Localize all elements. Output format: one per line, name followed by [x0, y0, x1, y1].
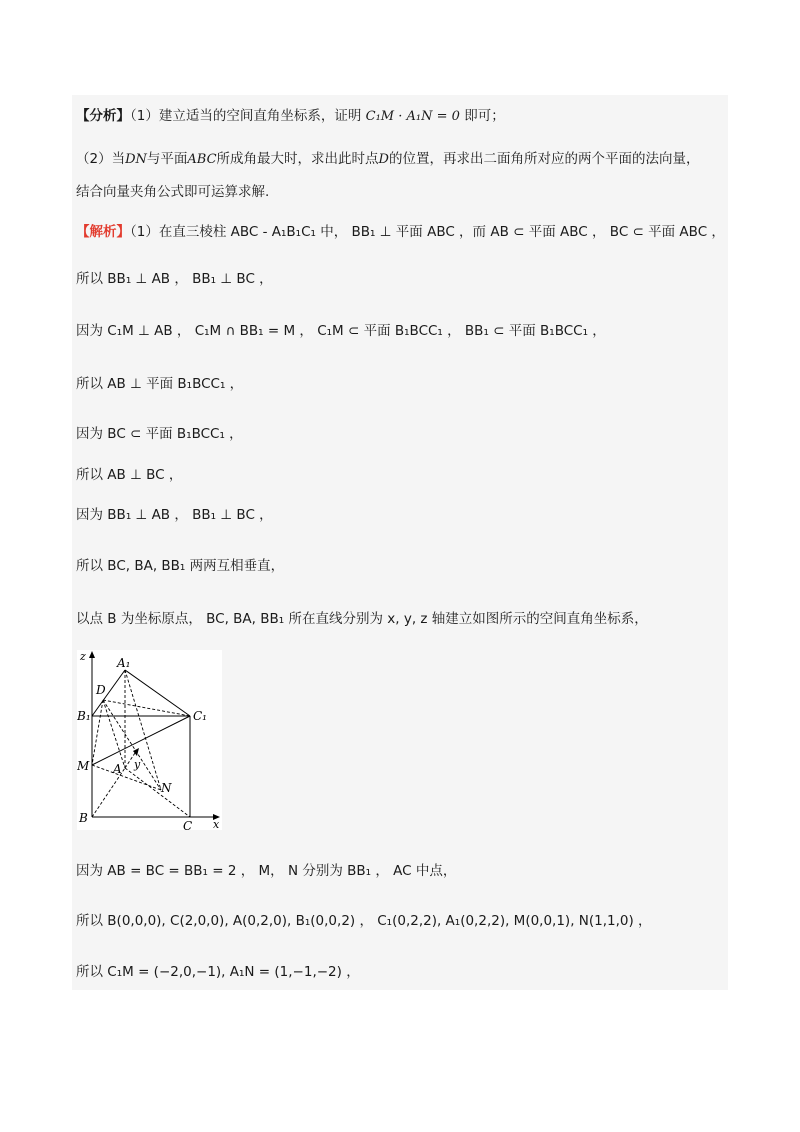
solution-line-1: 【解析】（1）在直三棱柱 ABC - A₁B₁C₁ 中， BB₁ ⊥ 平面 ABC ，而 AB ⊂ 平面 ABC ， BC ⊂ 平面 ABC ，	[76, 224, 725, 240]
vector-expression: C₁M · A₁N = 0	[365, 109, 460, 124]
analysis-label: 【分析】	[76, 108, 130, 124]
label-a: A	[113, 762, 122, 776]
hidden-edges	[92, 670, 190, 817]
solution-line-6: 所以 AB ⊥ BC ，	[76, 467, 183, 483]
analysis-line-1: 【分析】（1）建立适当的空间直角坐标系，证明 C₁M · A₁N = 0 即可；	[76, 108, 505, 124]
coordinate-figure	[77, 650, 222, 830]
solution-line-8: 所以 BC, BA, BB₁ 两两互相垂直，	[76, 558, 285, 574]
solution-line-9: 以点 B 为坐标原点， BC, BA, BB₁ 所在直线分别为 x, y, z 轴建立如图所示的空间直角坐标系，	[76, 611, 648, 627]
label-x: x	[213, 818, 220, 830]
analysis-line-3: 结合向量夹角公式即可运算求解.	[76, 184, 270, 200]
label-c1: C₁	[193, 709, 207, 723]
z-axis-arrow	[89, 651, 95, 658]
solution-line-4: 所以 AB ⊥ 平面 B₁BCC₁ ，	[76, 376, 244, 392]
label-a1: A₁	[117, 656, 131, 670]
solution-line-10: 因为 AB = BC = BB₁ = 2 ， M， N 分别为 BB₁ ， AC 中点，	[76, 863, 457, 879]
label-c: C	[183, 819, 193, 830]
solution-label: 【解析】	[76, 224, 130, 240]
prism-diagram	[77, 650, 222, 830]
solution-line-3: 因为 C₁M ⊥ AB ， C₁M ∩ BB₁ = M ， C₁M ⊂ 平面 B₁BCC₁ ， BB₁ ⊂ 平面 B₁BCC₁ ，	[76, 323, 606, 339]
label-b1: B₁	[77, 709, 91, 723]
solution-line-7: 因为 BB₁ ⊥ AB ， BB₁ ⊥ BC ，	[76, 507, 273, 523]
label-d: D	[96, 683, 106, 697]
analysis-line-2: （2）当DN与平面ABC所成角最大时，求出此时点D的位置，再求出二面角所对应的两个平面的法向量，	[76, 151, 700, 167]
edge-a1c1	[125, 670, 190, 716]
solution-line-5: 因为 BC ⊂ 平面 B₁BCC₁ ，	[76, 426, 243, 442]
label-m: M	[77, 759, 90, 773]
label-y: y	[134, 758, 141, 771]
label-b: B	[79, 811, 88, 825]
label-z: z	[80, 650, 86, 663]
solution-line-11: 所以 B(0,0,0), C(2,0,0), A(0,2,0), B₁(0,0,2) ， C₁(0,2,2), A₁(0,2,2), M(0,0,1), N(1,1,0) ，	[76, 913, 652, 929]
label-n: N	[161, 781, 172, 795]
solution-line-2: 所以 BB₁ ⊥ AB ， BB₁ ⊥ BC ，	[76, 271, 273, 287]
solution-line-12: 所以 C₁M = (−2,0,−1), A₁N = (1,−1,−2) ，	[76, 964, 360, 980]
